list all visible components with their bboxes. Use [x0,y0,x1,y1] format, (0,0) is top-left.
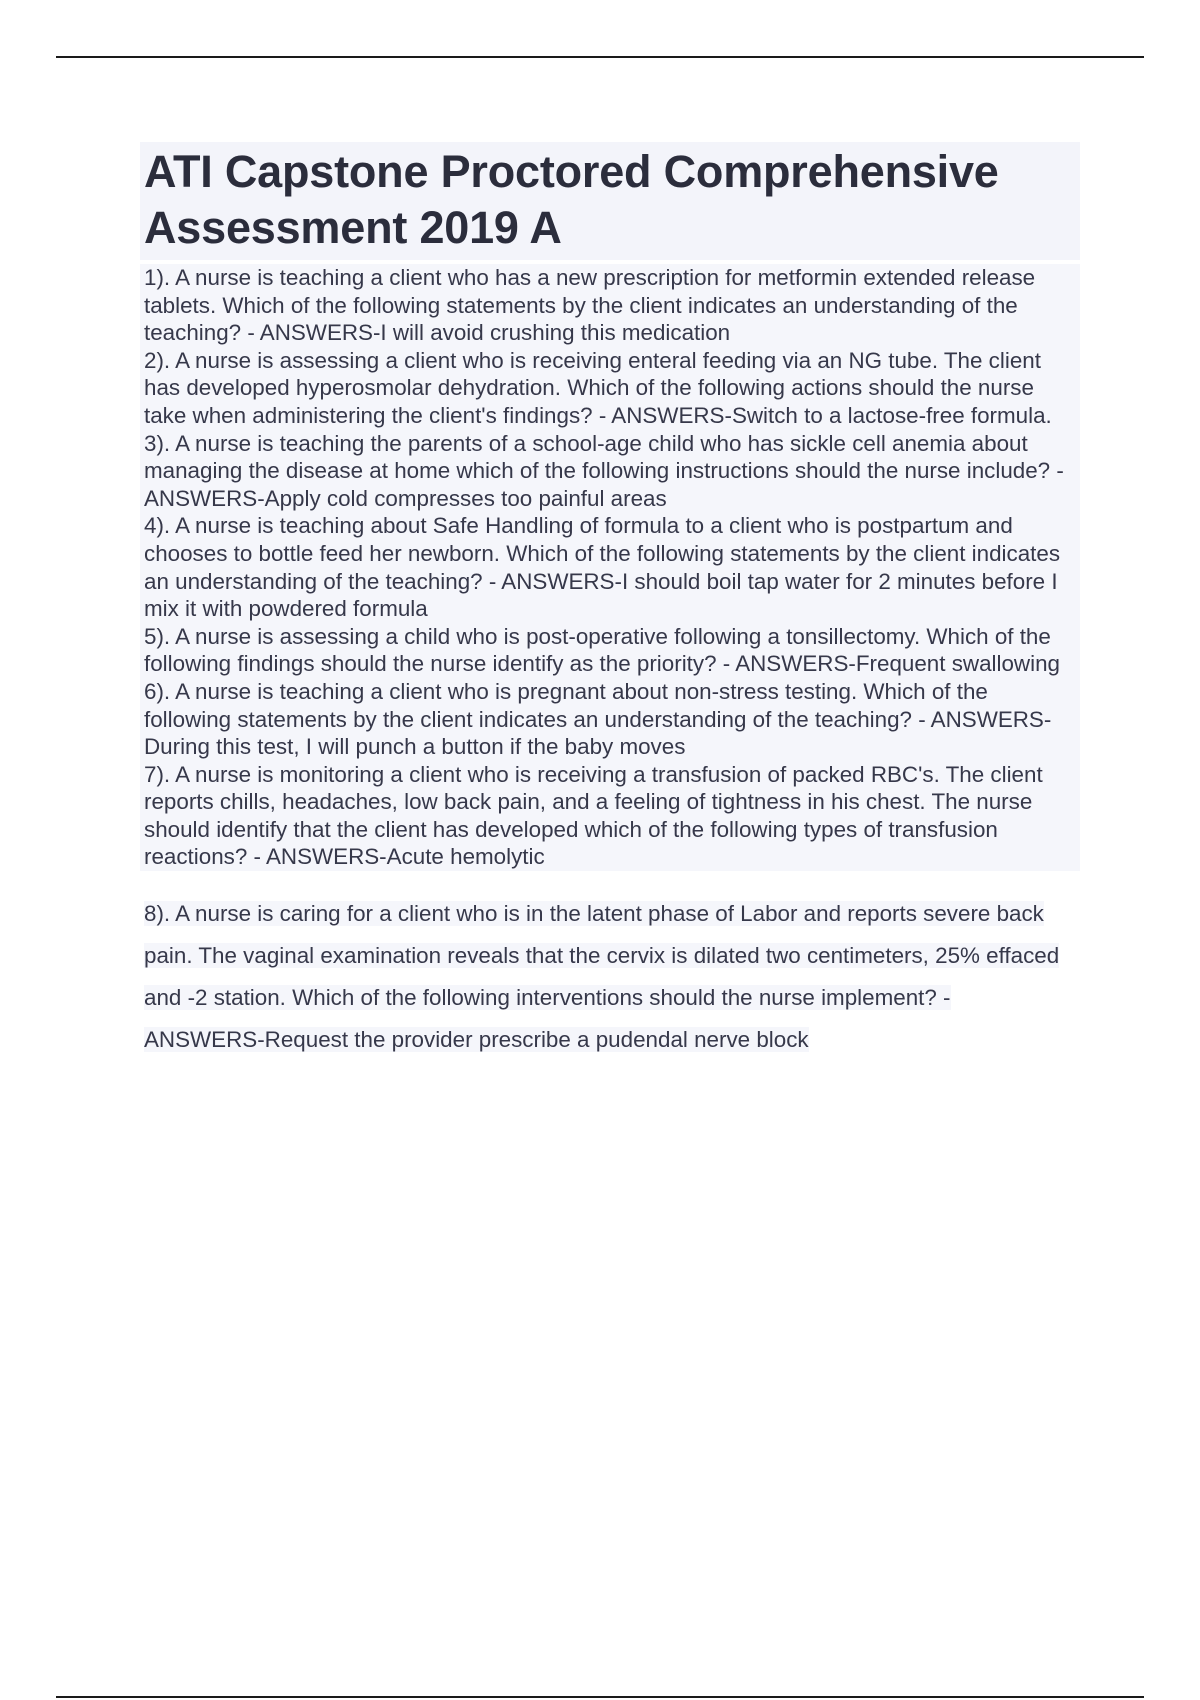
question-item-4: 4). A nurse is teaching about Safe Handling of formula to a client who is postpartum and chooses to bottle feed her newborn. Which of the following statements by the client indicates an understanding of the teaching? - ANSWERS-I should boil tap water for 2 minutes before I mix it with powdered formula [140,512,1080,622]
top-divider [56,56,1144,58]
document-title: ATI Capstone Proctored Comprehensive Assessment 2019 A [140,142,1080,260]
question-item-8-text: 8). A nurse is caring for a client who is in the latent phase of Labor and reports severe back pain. The vaginal examination reveals that the cervix is dilated two centimeters, 25% effaced and -2 station. Which of the following interventions should the nurse implement? - ANSWERS-Request the provider prescribe a pudendal nerve block [144,901,1060,1053]
bottom-divider [56,1696,1144,1698]
document-body [140,142,1080,1061]
question-item-3: 3). A nurse is teaching the parents of a school-age child who has sickle cell anemia about managing the disease at home which of the following instructions should the nurse include? - ANSWERS-Apply cold compresses too painful areas [140,430,1080,513]
question-item-6: 6). A nurse is teaching a client who is pregnant about non-stress testing. Which of the following statements by the client indicates an understanding of the teaching? - ANSWERS-During this test, I will punch a button if the baby moves [140,678,1080,761]
question-item-8 [140,893,1080,1061]
question-item-1: 1). A nurse is teaching a client who has a new prescription for metformin extended release tablets. Which of the following statements by the client indicates an understanding of the teaching? - ANSWERS-I will avoid crushing this medication [140,264,1080,347]
question-item-2: 2). A nurse is assessing a client who is receiving enteral feeding via an NG tube. The client has developed hyperosmolar dehydration. Which of the following actions should the nurse take when administering the client's findings? - ANSWERS-Switch to a lactose-free formula. [140,347,1080,430]
question-list [140,264,1080,1061]
question-item-5: 5). A nurse is assessing a child who is post-operative following a tonsillectomy. Which of the following findings should the nurse identify as the priority? - ANSWERS-Frequent swallowing [140,623,1080,678]
question-item-7: 7). A nurse is monitoring a client who is receiving a transfusion of packed RBC's. The client reports chills, headaches, low back pain, and a feeling of tightness in his chest. The nurse should identify that the client has developed which of the following types of transfusion reactions? - ANSWERS-Acute hemolytic [140,761,1080,871]
